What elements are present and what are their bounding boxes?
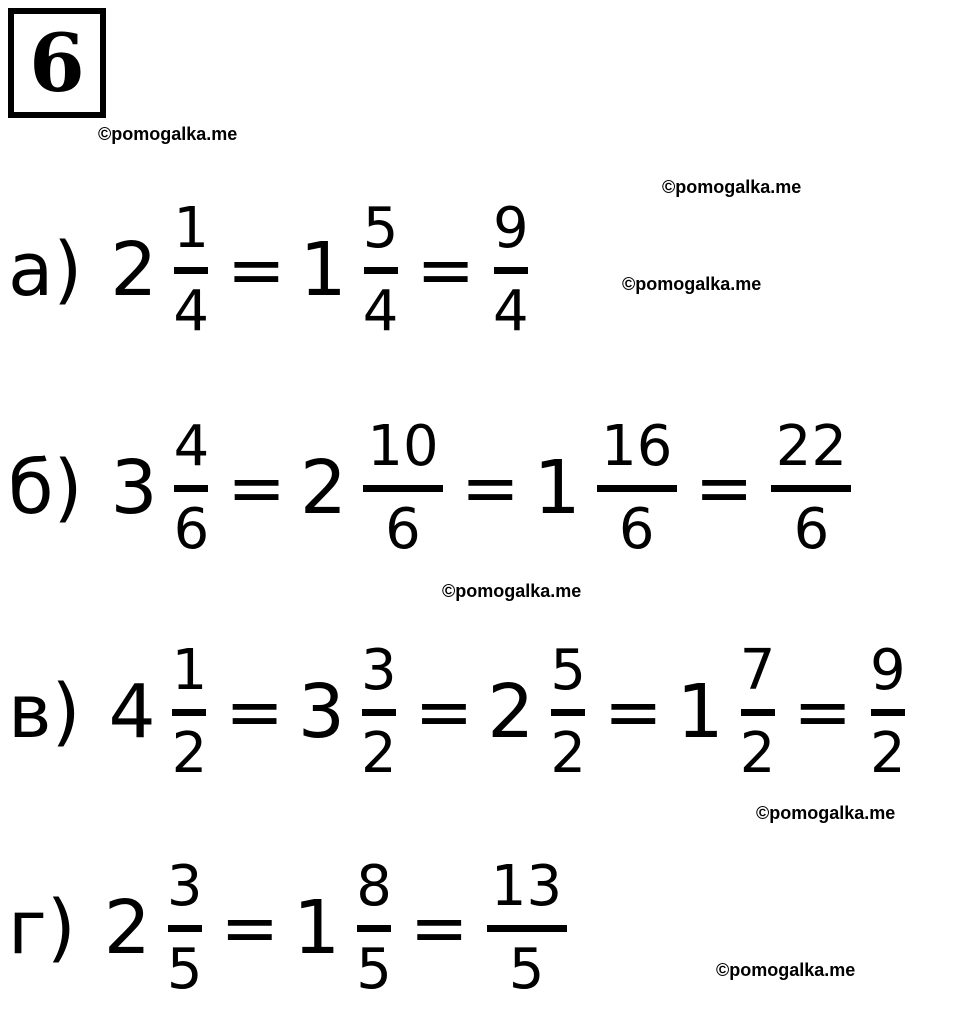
fraction bbox=[363, 413, 443, 562]
whole-part: 4 bbox=[108, 669, 156, 755]
fraction-bar bbox=[871, 709, 905, 716]
equation-row-a bbox=[8, 180, 533, 360]
fraction bbox=[487, 853, 567, 1002]
fraction bbox=[550, 637, 586, 786]
denominator: 5 bbox=[166, 936, 203, 1002]
equation-row-v bbox=[8, 622, 910, 802]
numerator: 7 bbox=[739, 637, 776, 703]
fraction bbox=[493, 195, 529, 344]
equals-sign: = bbox=[416, 229, 475, 311]
denominator: 4 bbox=[493, 278, 529, 344]
fraction-bar bbox=[357, 925, 391, 932]
equals-sign: = bbox=[793, 671, 853, 753]
denominator: 4 bbox=[173, 278, 209, 344]
whole-part: 2 bbox=[103, 885, 151, 971]
numerator: 16 bbox=[601, 413, 673, 479]
denominator: 6 bbox=[793, 496, 830, 562]
whole-part: 2 bbox=[299, 445, 347, 531]
equals-sign: = bbox=[414, 671, 474, 753]
watermark: ©pomogalka.me bbox=[716, 960, 856, 980]
equals-sign: = bbox=[226, 229, 286, 311]
denominator: 2 bbox=[870, 720, 906, 786]
fraction-bar bbox=[363, 485, 443, 492]
numerator: 4 bbox=[173, 413, 210, 479]
equation-row-b bbox=[8, 398, 855, 578]
fraction-bar bbox=[494, 267, 528, 274]
equals-sign: = bbox=[225, 671, 284, 753]
equals-sign: = bbox=[227, 447, 286, 529]
fraction bbox=[171, 637, 208, 786]
fraction bbox=[362, 195, 399, 344]
fraction-bar bbox=[362, 709, 396, 716]
denominator: 2 bbox=[360, 720, 397, 786]
equals-sign: = bbox=[604, 671, 663, 753]
numerator: 3 bbox=[166, 853, 203, 919]
row-label: а) bbox=[8, 227, 83, 313]
equals-sign: = bbox=[220, 887, 280, 969]
row-label: б) bbox=[8, 445, 83, 531]
whole-part: 1 bbox=[676, 669, 724, 755]
numerator: 13 bbox=[490, 853, 563, 919]
fraction bbox=[771, 413, 851, 562]
watermark: ©pomogalka.me bbox=[98, 124, 238, 144]
fraction-bar bbox=[168, 925, 202, 932]
fraction-bar bbox=[741, 709, 775, 716]
numerator: 9 bbox=[493, 195, 529, 261]
task-number-box bbox=[8, 8, 106, 118]
numerator: 5 bbox=[550, 637, 586, 703]
watermark: ©pomogalka.me bbox=[622, 274, 762, 294]
whole-part: 1 bbox=[293, 885, 341, 971]
fraction bbox=[597, 413, 677, 562]
fraction bbox=[739, 637, 776, 786]
fraction-bar bbox=[172, 709, 206, 716]
whole-part: 3 bbox=[110, 445, 158, 531]
fraction bbox=[173, 195, 209, 344]
equation-row-g bbox=[8, 838, 571, 1018]
denominator: 4 bbox=[362, 278, 399, 344]
watermark: ©pomogalka.me bbox=[756, 803, 896, 823]
denominator: 5 bbox=[508, 936, 545, 1002]
denominator: 6 bbox=[618, 496, 655, 562]
numerator: 5 bbox=[362, 195, 399, 261]
fraction-bar bbox=[771, 485, 851, 492]
fraction bbox=[173, 413, 210, 562]
whole-part: 2 bbox=[487, 669, 535, 755]
denominator: 6 bbox=[385, 496, 421, 562]
whole-part: 1 bbox=[533, 445, 581, 531]
numerator: 22 bbox=[775, 413, 848, 479]
fraction-bar bbox=[174, 267, 208, 274]
fraction-bar bbox=[364, 267, 398, 274]
equals-sign: = bbox=[409, 887, 469, 969]
numerator: 8 bbox=[356, 853, 392, 919]
fraction bbox=[166, 853, 203, 1002]
watermark: ©pomogalka.me bbox=[442, 581, 582, 601]
numerator: 9 bbox=[870, 637, 906, 703]
fraction-bar bbox=[551, 709, 585, 716]
row-label: г) bbox=[8, 885, 76, 971]
fraction bbox=[360, 637, 397, 786]
watermark: ©pomogalka.me bbox=[662, 177, 802, 197]
task-number: 6 bbox=[29, 16, 85, 110]
fraction bbox=[870, 637, 906, 786]
whole-part: 3 bbox=[297, 669, 345, 755]
fraction-bar bbox=[597, 485, 677, 492]
numerator: 10 bbox=[367, 413, 439, 479]
denominator: 2 bbox=[171, 720, 208, 786]
equals-sign: = bbox=[461, 447, 520, 529]
equals-sign: = bbox=[694, 447, 754, 529]
fraction-bar bbox=[174, 485, 208, 492]
whole-part: 1 bbox=[299, 227, 347, 313]
numerator: 1 bbox=[173, 195, 209, 261]
row-label: в) bbox=[8, 669, 81, 755]
denominator: 2 bbox=[739, 720, 776, 786]
fraction bbox=[356, 853, 392, 1002]
numerator: 1 bbox=[171, 637, 208, 703]
numerator: 3 bbox=[360, 637, 397, 703]
denominator: 5 bbox=[356, 936, 392, 1002]
denominator: 2 bbox=[550, 720, 586, 786]
denominator: 6 bbox=[173, 496, 210, 562]
fraction-bar bbox=[487, 925, 567, 932]
whole-part: 2 bbox=[110, 227, 158, 313]
